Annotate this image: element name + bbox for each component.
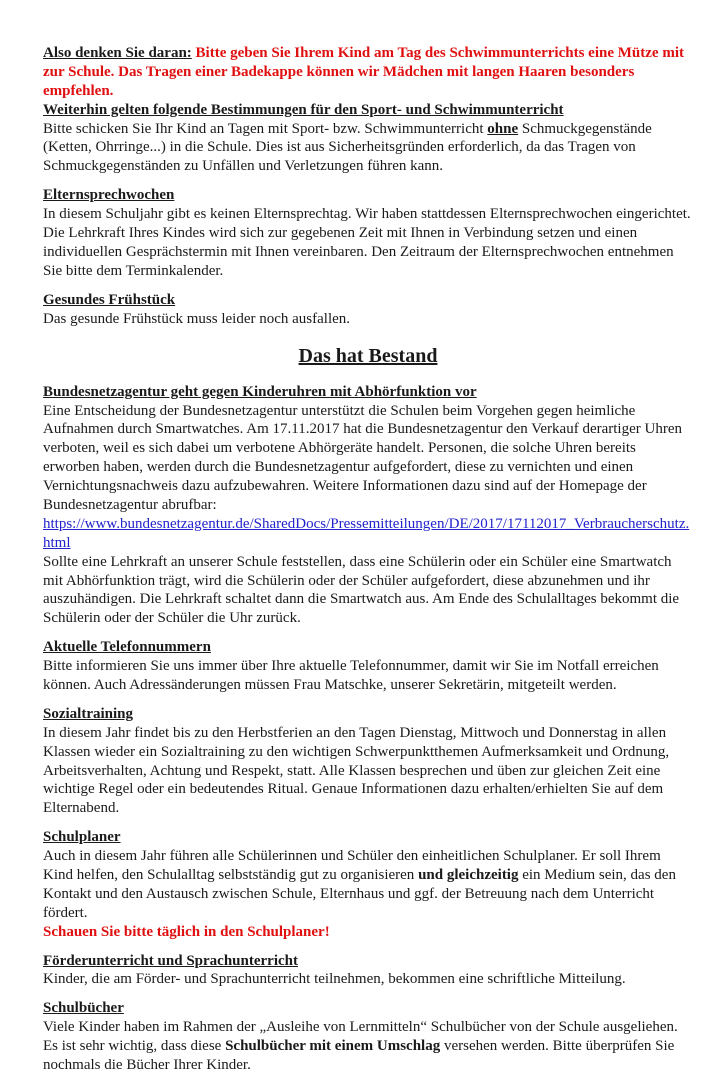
text-run: Eine Entscheidung der Bundesnetzagentur unterstützt die Schulen beim Vorgehen gegen heimliche Aufnahmen durch Smartwatches. Am 17.11.2017 hat die Bundesnetzagentur den Verkauf derartiger Uhren verboten, weil es sich dabei um verbotene Abhörgeräte handelt. Personen, die solche Uhren bereits erworben haben, werden durch die Bundesnetzagentur aufgefordert, diese zu vernichten und einen Vernichtungsnachweis dazu aufzubewahren. Weitere Informationen dazu sind auf der Homepage der Bundesnetzagentur abrufbar: <box>43 402 682 513</box>
paragraph <box>43 44 693 101</box>
text-run: Bitte geben Sie Ihrem Kind am Tag des Schwimmunterrichts eine Mütze mit zur Schule. Das Tragen einer Badekappe können wir Mädchen mit langen Haaren besonders empfehlen. <box>43 45 684 99</box>
section-heading: Elternsprechwochen <box>43 187 175 204</box>
text-run: Bitte schicken Sie Ihr Kind an Tagen mit Sport- bzw. Schwimmunterricht <box>43 120 488 137</box>
text-run: Schmuckgegenstände (Ketten, Ohrringe...) in die Schule. Dies ist aus Sicherheitsgründen erforderlich, da das Tragen von Schmuckgegenständen zu Unfällen und Verletzungen führen kann. <box>43 120 652 175</box>
paragraph <box>43 1018 693 1075</box>
text-run: Schauen Sie bitte täglich in den Schulplaner! <box>43 923 330 940</box>
section-heading: Sozialtraining <box>43 705 134 722</box>
hyperlink[interactable]: https://www.bundesnetzagentur.de/SharedDocs/Pressemitteilungen/DE/2017/17112017_Verbraucherschutz.html <box>43 515 690 551</box>
paragraph <box>43 970 693 989</box>
text-run: versehen werden. Bitte überprüfen Sie nochmals die Bücher Ihrer Kinder. <box>43 1038 675 1074</box>
text-run: In diesem Jahr findet bis zu den Herbstferien an den Tagen Dienstag, Mittwoch und Donnerstag in allen Klassen wieder ein Sozialtraining zu den wichtigen Schwerpunktthemen Aufmerksamkeit und Ordnung, Arbeitsverhalten, Achtung und Respekt, statt. Alle Klassen besprechen und üben zur gleichen Zeit eine wichtige Regel oder ein bedeutendes Ritual. Genaue Informationen dazu erhalten/erhielten Sie auf dem Elternabend. <box>43 724 670 817</box>
paragraph <box>43 402 693 515</box>
text-run: Bitte informieren Sie uns immer über Ihre aktuelle Telefonnummer, damit wir Sie im Notfall erreichen können. Auch Adressänderungen müssen Frau Matschke, unserer Sekretärin, mitgeteilt werden. <box>43 658 659 694</box>
section-heading: Schulplaner <box>43 829 121 846</box>
text-run: In diesem Schuljahr gibt es keinen Elternsprechtag. Wir haben stattdessen Elternsprechwochen eingerichtet. Die Lehrkraft Ihres Kindes wird sich zur gegebenen Zeit mit Ihnen in Verbindung setzen und einen individuellen Gesprächstermin mit Ihnen vereinbaren. Den Zeitraum der Elternsprechwochen entnehmen Sie bitte dem Terminkalender. <box>43 206 691 279</box>
text-run: Schulbücher mit einem Umschlag <box>225 1038 441 1055</box>
document-title: Das hat Bestand <box>298 345 438 368</box>
section-heading: Aktuelle Telefonnummern <box>43 639 211 656</box>
text-run: Das gesunde Frühstück muss leider noch ausfallen. <box>43 310 351 327</box>
section-heading: Gesundes Frühstück <box>43 291 176 308</box>
text-run: Sollte eine Lehrkraft an unserer Schule feststellen, dass eine Schülerin oder ein Schüler eine Smartwatch mit Abhörfunktion trägt, wird die Schülerin oder der Schüler aufgefordert, diese abzunehmen und ihr auszuhändigen. Die Lehrkraft schaltet dann die Smartwatch aus. Am Ende des Schulalltages bekommt die Schülerin oder der Schüler die Uhr zurück. <box>43 553 680 627</box>
document-content <box>43 44 693 1075</box>
text-run: ein Medium sein, das den Kontakt und den Austausch zwischen Schule, Elternhaus und ggf. der Betreuung nach dem Unterricht fördert. <box>43 867 676 921</box>
section-heading: Bundesnetzagentur geht gegen Kinderuhren mit Abhörfunktion vor <box>43 383 477 400</box>
text-run: Also denken Sie daran: <box>43 45 192 61</box>
text-run: Viele Kinder haben im Rahmen der „Ausleihe von Lernmitteln“ Schulbücher von der Schule ausgeliehen. Es ist sehr wichtig, dass diese <box>43 1019 678 1055</box>
text-run: Auch in diesem Jahr führen alle Schülerinnen und Schüler den einheitlichen Schulplaner. Er soll Ihrem Kind helfen, den Schulalltag selbstständig gut zu organisieren <box>43 848 661 884</box>
text-run: und gleichzeitig <box>418 867 519 884</box>
section-heading: Schulbücher <box>43 1000 124 1017</box>
section-heading: Weiterhin gelten folgende Bestimmungen für den Sport- und Schwimmunterricht <box>43 101 564 118</box>
section-heading: Förderunterricht und Sprachunterricht <box>43 952 298 969</box>
text-run: ohne <box>487 120 519 137</box>
paragraph <box>43 724 693 818</box>
paragraph <box>43 657 693 695</box>
paragraph <box>43 847 693 923</box>
paragraph <box>43 515 693 553</box>
paragraph <box>43 553 693 629</box>
paragraph <box>43 120 693 177</box>
paragraph <box>43 310 693 329</box>
text-run: Kinder, die am Förder- und Sprachunterricht teilnehmen, bekommen eine schriftliche Mitteilung. <box>43 971 626 988</box>
paragraph <box>43 923 693 942</box>
paragraph <box>43 205 693 281</box>
